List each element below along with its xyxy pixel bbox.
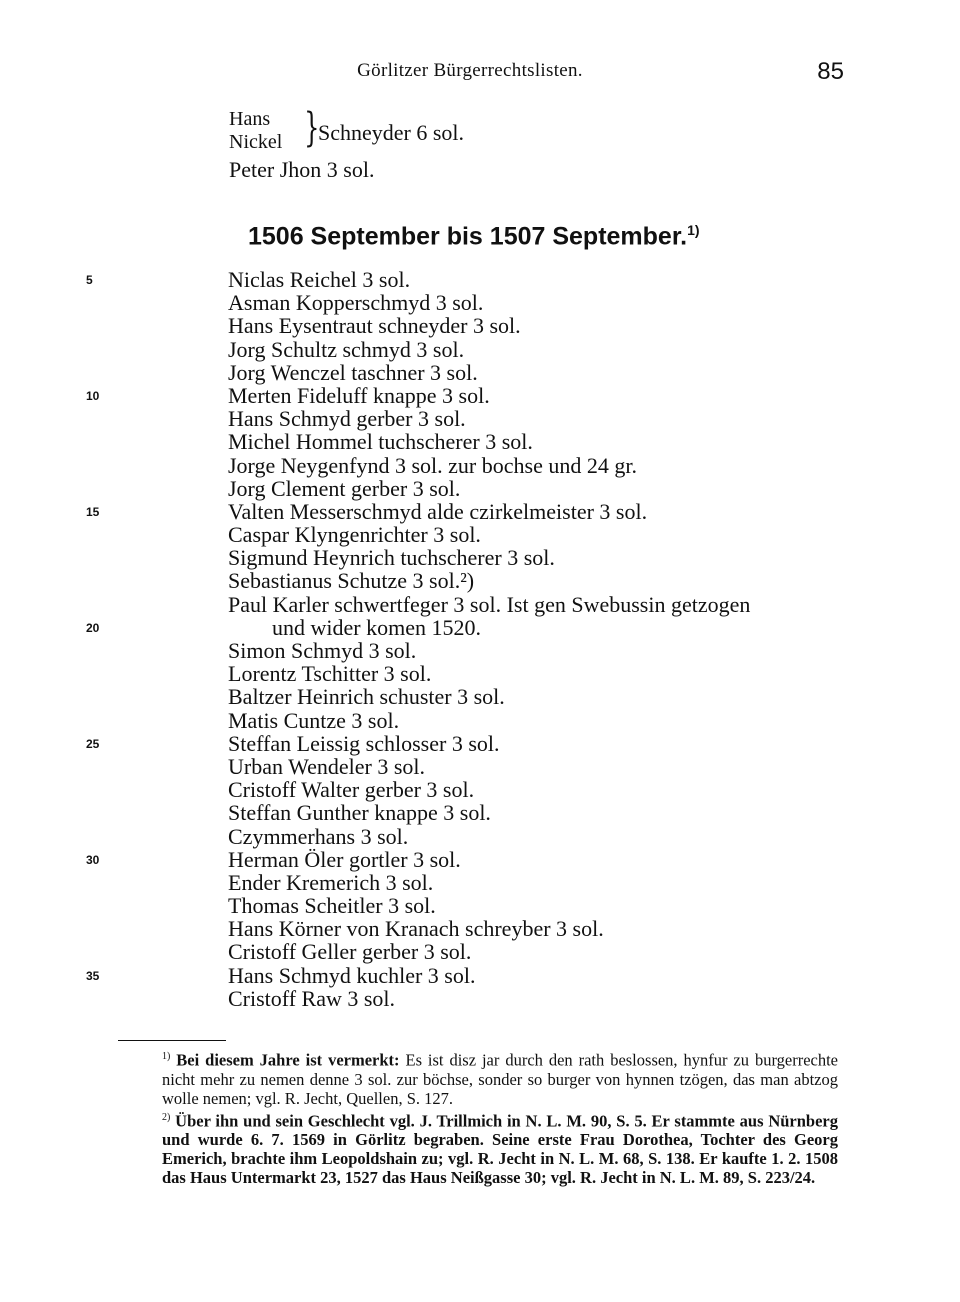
section-heading	[248, 222, 700, 251]
list-item: Simon Schmyd 3 sol.	[228, 638, 417, 663]
list-item: Urban Wendeler 3 sol.	[228, 753, 425, 779]
list-item: Paul Karler schwertfeger 3 sol. Ist gen Swebussin getzogen	[228, 591, 751, 617]
line-number: 20	[86, 621, 100, 635]
list-item: Ender Kremerich 3 sol.	[228, 869, 434, 895]
list-item: Sebastianus Schutze 3 sol.²)	[228, 568, 475, 594]
footnote-divider	[118, 1040, 226, 1041]
footnote-mark: 2)	[162, 1111, 171, 1123]
list-item: Cristoff Geller gerber 3 sol.	[228, 939, 472, 965]
list-item: Hans Körner von Kranach schreyber 3 sol.	[228, 916, 604, 942]
footnotes	[116, 1047, 838, 1187]
list-item: Cristoff Raw 3 sol.	[228, 985, 396, 1011]
line-number: 30	[86, 853, 100, 867]
line-number: 15	[86, 505, 100, 519]
footnote-lead: Bei diesem Jahre ist vermerkt:	[176, 1050, 400, 1070]
pre-section-entries	[229, 106, 529, 182]
list-item: Hans Eysentraut schneyder 3 sol.	[228, 313, 521, 339]
brace-group	[229, 106, 529, 156]
line-number: 25	[86, 737, 100, 751]
list-item: Steffan Leissig schlosser 3 sol.	[228, 730, 500, 756]
list-item-continuation: und wider komen 1520.	[272, 614, 481, 640]
list-item: Valten Messerschmyd alde czirkelmeister 3 sol.	[228, 498, 648, 524]
list-item: Niclas Reichel 3 sol.	[228, 267, 411, 292]
line-number: 35	[86, 969, 100, 983]
list-item: Matis Cuntze 3 sol.	[228, 707, 400, 733]
footnote-2	[116, 1108, 838, 1188]
list-item: Merten Fideluff knappe 3 sol.	[228, 382, 490, 408]
page-number: 85	[817, 58, 844, 85]
list-item: Jorge Neygenfynd 3 sol. zur bochse und 24 gr.	[228, 452, 637, 478]
footnote-1	[116, 1047, 838, 1108]
list-item: Caspar Klyngenrichter 3 sol.	[228, 522, 481, 548]
list-item: Cristoff Walter gerber 3 sol.	[228, 777, 475, 803]
brace-name-hans: Hans	[229, 108, 271, 130]
list-item: Jorg Wenczel taschner 3 sol.	[228, 359, 478, 385]
list-item: Michel Hommel tuchscherer 3 sol.	[228, 429, 533, 455]
list-item: Hans Schmyd kuchler 3 sol.	[228, 962, 476, 988]
list-item: Thomas Scheitler 3 sol.	[228, 893, 436, 919]
list-item: Sigmund Heynrich tuchscherer 3 sol.	[228, 545, 555, 571]
list-item: Czymmerhans 3 sol.	[228, 823, 409, 849]
running-title: Görlitzer Bürgerrechtslisten.	[357, 60, 583, 81]
citizen-list	[228, 268, 868, 1010]
list-item: Jorg Schultz schmyd 3 sol.	[228, 336, 465, 362]
list-item: Hans Schmyd gerber 3 sol.	[228, 406, 466, 432]
brace-entry-text: Schneyder 6 sol.	[318, 120, 465, 145]
list-item: Herman Öler gortler 3 sol.	[228, 846, 461, 872]
footnote-text: Über ihn und sein Geschlecht vgl. J. Trillmich in N. L. M. 90, S. 5. Er stammte aus Nürnberg und wurde 6. 7. 1569 in Görlitz begraben. Seine erste Frau Dorothea, Tochter des Georg Emerich, brachte ihm Leopoldshain zu; vgl. R. Jecht in N. L. M. 68, S. 138. Er kaufte 1. 2. 1508 das Haus Untermarkt 23, 1527 das Haus Neißgasse 30; vgl. R. Jecht in N. L. M. 89, S. 223/24.	[162, 1111, 838, 1187]
curly-brace-icon: }	[304, 105, 320, 151]
list-item: Baltzer Heinrich schuster 3 sol.	[228, 684, 505, 710]
line-number: 5	[86, 273, 93, 287]
brace-name-nickel: Nickel	[229, 131, 283, 153]
footnote-ref-1[interactable]: 1)	[687, 222, 700, 238]
pre-entry-line: Peter Jhon 3 sol.	[229, 157, 375, 182]
list-item: Asman Kopperschmyd 3 sol.	[228, 290, 484, 316]
footnote-text: Es ist disz jar durch den rath beslossen, hynfur zu burgerrechte nicht mehr zu nemen denne 3 sol. zur böchse, sonder so burger von hynnen tzögen, das man abtzog wolle nemen; vgl. R. Jecht, Quellen, S. 127.	[162, 1050, 839, 1108]
line-number: 10	[86, 389, 100, 403]
list-item: Jorg Clement gerber 3 sol.	[228, 475, 461, 501]
footnote-mark: 1)	[162, 1051, 171, 1062]
section-heading-text: 1506 September bis 1507 September.	[248, 222, 688, 251]
list-item: Steffan Gunther knappe 3 sol.	[228, 800, 491, 826]
list-item: Lorentz Tschitter 3 sol.	[228, 661, 432, 687]
